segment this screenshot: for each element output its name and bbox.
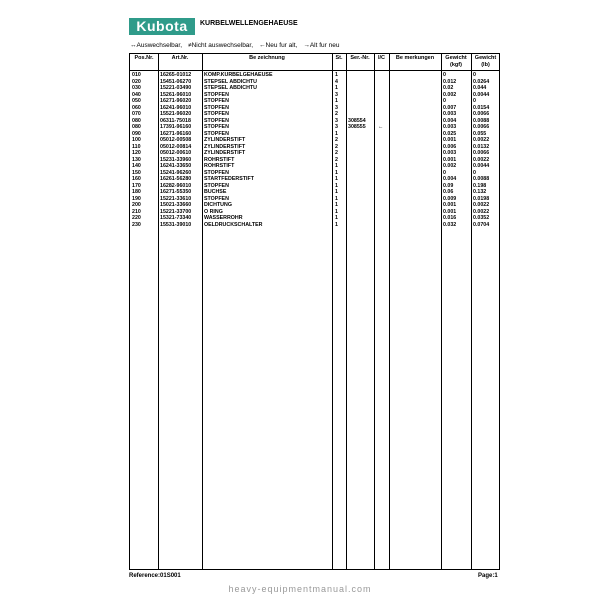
cell-pos: 230: [132, 221, 141, 228]
cell-kg: 0.001: [443, 208, 457, 215]
cell-st: 1: [335, 163, 338, 169]
table-row: [130, 209, 499, 215]
cell-st: 1: [335, 85, 338, 91]
cell-kg: 0.001: [443, 202, 457, 208]
cell-art: 16261-56280: [160, 176, 192, 182]
cell-lb: 0.0022: [473, 156, 490, 163]
cell-art: 16265-01012: [160, 72, 192, 78]
cell-lb: 0.0088: [473, 176, 490, 182]
cell-kg: 0.032: [443, 221, 457, 228]
cell-lb: 0.0704: [473, 221, 490, 228]
cell-pos: 200: [132, 202, 141, 208]
cell-ic: ←: [378, 124, 384, 130]
cell-st: 3: [335, 104, 338, 111]
header-gewicht-kgf: Gewicht (kgf): [445, 55, 467, 68]
table-row: [130, 124, 499, 130]
cell-pos: 010: [132, 72, 141, 78]
parts-table: [129, 53, 500, 570]
cell-st: 1: [335, 189, 338, 195]
cell-bez: STEPSEL ABDICHTU: [204, 85, 257, 91]
cell-lb: 0.0154: [473, 104, 490, 111]
cell-art: 15261-96010: [160, 91, 192, 98]
cell-kg: 0.003: [443, 111, 457, 117]
cell-art: 15451-06270: [160, 78, 192, 85]
cell-bez: STOPFEN: [204, 182, 229, 189]
cell-pos: 190: [132, 195, 141, 202]
cell-st: 4: [335, 78, 338, 85]
legend-symbol: ↔: [130, 42, 137, 49]
legend-symbol: →: [303, 42, 310, 49]
cell-bez: STOPFEN: [204, 130, 229, 137]
cell-st: 1: [335, 208, 338, 215]
cell-art: 16271-96160: [160, 130, 192, 137]
cell-art: 15021-33660: [160, 202, 192, 208]
cell-bez: ZYLINDERSTIFT: [204, 143, 246, 150]
table-row: [130, 85, 499, 91]
cell-bez: WASSERROHR: [204, 215, 243, 221]
cell-pos: 170: [132, 182, 141, 189]
cell-kg: 0: [443, 98, 446, 104]
cell-bez: STARTFEDERSTIFT: [204, 176, 254, 182]
cell-lb: 0: [473, 98, 476, 104]
cell-art: 15221-33610: [160, 195, 192, 202]
table-row: [130, 196, 499, 202]
document-title: KURBELWELLENGEHAEUSE: [200, 20, 298, 27]
table-row: [130, 111, 499, 117]
cell-st: 3: [335, 91, 338, 98]
cell-pos: 020: [132, 78, 141, 85]
table-row: [130, 176, 499, 182]
cell-st: 2: [335, 156, 338, 163]
cell-kg: 0.004: [443, 176, 457, 182]
cell-bez: DICHTUNG: [204, 202, 232, 208]
legend-text: Nicht auswechselbar,: [191, 42, 254, 49]
header-st: St.: [335, 55, 343, 61]
cell-kg: 0.09: [443, 182, 454, 189]
table-row: [130, 92, 499, 98]
cell-bez: ROHRSTIFT: [204, 163, 235, 169]
cell-art: 16282-96010: [160, 182, 192, 189]
table-row: [130, 170, 499, 176]
cell-lb: 0.0022: [473, 208, 490, 215]
cell-pos: 090: [132, 130, 141, 137]
cell-pos: 160: [132, 176, 141, 182]
cell-pos: 180: [132, 189, 141, 195]
table-row: [130, 118, 499, 124]
cell-bez: STOPFEN: [204, 117, 229, 124]
cell-lb: 0: [473, 72, 476, 78]
cell-art: 15231-33960: [160, 156, 192, 163]
table-row: [130, 98, 499, 104]
legend-text: Auswechselbar,: [136, 42, 183, 49]
cell-lb: 0.0352: [473, 215, 490, 221]
cell-st: 1: [335, 195, 338, 202]
table-row: [130, 202, 499, 208]
cell-bez: ZYLINDERSTIFT: [204, 137, 246, 143]
cell-st: 2: [335, 143, 338, 150]
cell-art: 15321-73340: [160, 215, 192, 221]
cell-st: 1: [335, 221, 338, 228]
cell-lb: 0: [473, 169, 476, 176]
cell-kg: 0.004: [443, 117, 457, 124]
cell-lb: 0.0044: [473, 91, 490, 98]
legend-item: [188, 42, 253, 49]
cell-st: 3: [335, 117, 338, 124]
cell-st: 1: [335, 176, 338, 182]
cell-art: 17391-96160: [160, 124, 192, 130]
cell-bez: STOPFEN: [204, 91, 229, 98]
cell-bez: ZYLINDERSTIFT: [204, 150, 246, 156]
cell-lb: 0.132: [473, 189, 487, 195]
cell-lb: 0.0022: [473, 137, 490, 143]
header-bemerkungen: Be merkungen: [395, 55, 435, 61]
legend-item: [303, 42, 339, 49]
table-row: [130, 183, 499, 189]
cell-kg: 0.006: [443, 143, 457, 150]
cell-kg: 0.06: [443, 189, 454, 195]
cell-st: 1: [335, 72, 338, 78]
cell-art: 05012-00508: [160, 137, 192, 143]
header-pos: Pos.Nr.: [134, 55, 154, 61]
cell-kg: 0: [443, 169, 446, 176]
cell-bez: BUCHSE: [204, 189, 227, 195]
cell-bez: STOPFEN: [204, 169, 229, 176]
cell-st: 3: [335, 124, 338, 130]
cell-kg: 0.001: [443, 156, 457, 163]
cell-lb: 0.0264: [473, 78, 490, 85]
cell-st: 2: [335, 111, 338, 117]
legend-text: Neu fur alt,: [265, 42, 298, 49]
cell-bez: KOMP.KURBELGEHAEUSE: [204, 72, 273, 78]
cell-bez: ROHRSTIFT: [204, 156, 235, 163]
cell-art: 05012-00814: [160, 143, 192, 150]
cell-bez: STOPFEN: [204, 124, 229, 130]
cell-pos: 130: [132, 156, 141, 163]
cell-bez: STOPFEN: [204, 104, 229, 111]
cell-lb: 0.0022: [473, 202, 490, 208]
table-row: [130, 189, 499, 195]
cell-pos: 070: [132, 111, 141, 117]
cell-pos: 140: [132, 163, 141, 169]
cell-pos: 150: [132, 169, 141, 176]
cell-kg: 0.001: [443, 137, 457, 143]
cell-pos: 050: [132, 98, 141, 104]
cell-pos: 030: [132, 85, 141, 91]
cell-kg: 0.007: [443, 104, 457, 111]
table-row: [130, 137, 499, 143]
cell-lb: 0.0044: [473, 163, 490, 169]
kubota-logo: Kubota: [129, 18, 195, 35]
cell-bez: STOPFEN: [204, 195, 229, 202]
cell-lb: 0.198: [473, 182, 487, 189]
cell-art: 15521-96020: [160, 111, 192, 117]
table-row: [130, 222, 499, 228]
watermark-text: heavy-equipmentmanual.com: [228, 584, 372, 594]
legend-text: Alt fur neu: [309, 42, 340, 49]
cell-art: 06311-75018: [160, 117, 191, 124]
cell-art: 15221-33700: [160, 208, 192, 215]
cell-kg: 0.009: [443, 195, 457, 202]
legend-symbol: ≠: [188, 42, 192, 49]
cell-art: 05012-00610: [160, 150, 192, 156]
cell-st: 2: [335, 150, 338, 156]
cell-ser: 308554: [348, 117, 366, 124]
cell-kg: 0.002: [443, 163, 457, 169]
table-row: [130, 131, 499, 137]
header-art: Art.Nr.: [171, 55, 189, 61]
cell-kg: 0: [443, 72, 446, 78]
legend-item: [130, 42, 182, 49]
cell-pos: 080: [132, 124, 141, 130]
cell-st: 2: [335, 137, 338, 143]
cell-lb: 0.0066: [473, 150, 490, 156]
table-row: [130, 144, 499, 150]
cell-art: 16241-96010: [160, 104, 192, 111]
cell-kg: 0.012: [443, 78, 457, 85]
table-row: [130, 79, 499, 85]
cell-art: 15221-03490: [160, 85, 192, 91]
legend-symbol: ←: [259, 42, 266, 49]
cell-pos: 080: [132, 117, 141, 124]
cell-lb: 0.044: [473, 85, 487, 91]
cell-pos: 120: [132, 150, 141, 156]
cell-pos: 060: [132, 104, 141, 111]
cell-lb: 0.0066: [473, 111, 490, 117]
reference-label: Reference:01S001: [129, 573, 181, 579]
cell-lb: 0.0066: [473, 124, 490, 130]
cell-kg: 0.003: [443, 150, 457, 156]
cell-pos: 040: [132, 91, 141, 98]
cell-st: 1: [335, 182, 338, 189]
header-gewicht-lb: Gewicht (lb): [474, 55, 497, 68]
cell-art: 16271-96020: [160, 98, 192, 104]
cell-bez: STOPFEN: [204, 98, 229, 104]
cell-bez: OELDRUCKSCHALTER: [204, 221, 263, 228]
cell-ser: 308555: [348, 124, 366, 130]
cell-kg: 0.002: [443, 91, 457, 98]
cell-kg: 0.02: [443, 85, 454, 91]
cell-art: 15241-96260: [160, 169, 192, 176]
cell-kg: 0.003: [443, 124, 457, 130]
cell-art: 15531-39010: [160, 221, 192, 228]
cell-st: 1: [335, 215, 338, 221]
table-row: [130, 150, 499, 156]
header-ic: I/C: [377, 55, 386, 61]
cell-bez: STEPSEL ABDICHTU: [204, 78, 257, 85]
table-row: [130, 215, 499, 221]
interchangeability-legend: [130, 42, 339, 49]
cell-pos: 220: [132, 215, 141, 221]
cell-lb: 0.055: [473, 130, 487, 137]
cell-kg: 0.016: [443, 215, 457, 221]
cell-st: 1: [335, 130, 338, 137]
cell-art: 16241-33650: [160, 163, 192, 169]
cell-st: 1: [335, 169, 338, 176]
cell-pos: 210: [132, 208, 141, 215]
cell-bez: STOPFEN: [204, 111, 229, 117]
cell-pos: 110: [132, 143, 141, 150]
legend-item: [259, 42, 297, 49]
table-row: [130, 105, 499, 111]
header-ser: Ser.-Nr.: [350, 55, 370, 61]
cell-st: 1: [335, 98, 338, 104]
cell-st: 1: [335, 202, 338, 208]
cell-lb: 0.0132: [473, 143, 490, 150]
cell-lb: 0.0088: [473, 117, 490, 124]
page-number: Page:1: [478, 573, 498, 579]
cell-bez: O RING: [204, 208, 223, 215]
table-row: [130, 72, 499, 78]
cell-pos: 100: [132, 137, 141, 143]
header-divider: [130, 70, 499, 71]
cell-art: 16271-55350: [160, 189, 192, 195]
table-row: [130, 163, 499, 169]
header-bezeichnung: Be zeichnung: [249, 55, 285, 61]
cell-lb: 0.0198: [473, 195, 490, 202]
cell-kg: 0.025: [443, 130, 457, 137]
table-row: [130, 157, 499, 163]
